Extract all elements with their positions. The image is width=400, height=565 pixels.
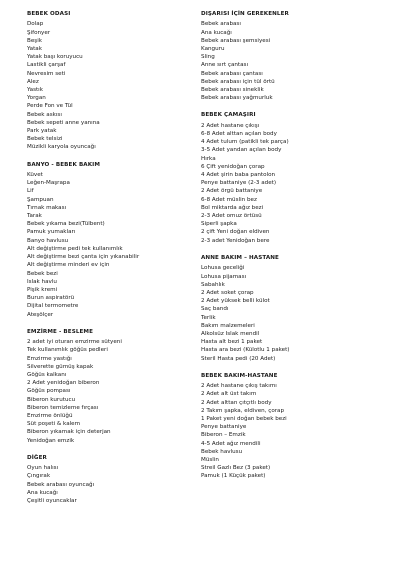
list-item: 4 Adet şirin baba pantolon: [201, 172, 276, 179]
list-item: 2 Adet alt üst takım: [201, 391, 257, 398]
list-item: Yatak: [27, 46, 42, 53]
section-disarisi-icin-gerekenler: [201, 10, 381, 102]
list-item: Bebek yıkama bezi(Tülbent): [27, 221, 105, 228]
list-item: Bakım malzemeleri: [201, 322, 255, 329]
list-item: Sabahlık: [201, 281, 225, 288]
section-title: BEBEK BAKIM-HASTANE: [201, 372, 278, 379]
list-item: Penye battaniye: [201, 424, 247, 431]
section-title: BEBEK ÇAMAŞIRI: [201, 112, 256, 119]
list-item: Terlik: [201, 314, 216, 321]
list-item: Ana kucağı: [27, 489, 58, 496]
list-item: 6-8 Adet alttan açılan body: [201, 131, 277, 138]
list-item: 2 Adet hastane çıkış takımı: [201, 383, 277, 390]
list-item: 2 Adet örgü battaniye: [201, 188, 263, 195]
section-title: EMZİRME - BESLEME: [27, 328, 94, 335]
list-item: Hasta ara bezi (Külotlu 1 paket): [201, 347, 290, 354]
list-item: Alez: [27, 78, 39, 85]
list-item: Park yatak: [27, 128, 57, 135]
right-column: [201, 10, 381, 490]
item-list: [201, 264, 381, 362]
section-title: ANNE BAKIM – HASTANE: [201, 254, 279, 261]
list-item: Yatak başı koruyucu: [27, 54, 83, 61]
list-item: Bebek askısı: [27, 111, 62, 118]
list-item: Küvet: [27, 172, 43, 179]
list-item: Bebek arabası için tül örtü: [201, 78, 275, 85]
list-item: Şifonyer: [27, 29, 51, 36]
list-item: Tek kullanımlık göğüs pedleri: [27, 347, 108, 354]
list-item: Bebek telsizi: [27, 136, 63, 143]
list-item: Alt değiştirme bezi çanta için yıkanabilir: [27, 254, 140, 261]
list-item: Biberon kurutucu: [27, 396, 76, 403]
list-item: Bol miktarda ağız bezi: [201, 204, 264, 211]
list-item: Şampuan: [27, 196, 54, 203]
list-item: Burun aspiratörü: [27, 295, 75, 302]
list-item: Göğüs kalkanı: [27, 371, 67, 378]
item-list: [27, 338, 207, 445]
list-item: Alkolsüz Islak mendil: [201, 330, 260, 337]
list-item: Bebek arabası yağmurluk: [201, 95, 273, 102]
list-item: Bebek arabası şemsiyesi: [201, 37, 271, 44]
list-item: 1 Paket yeni doğan bebek bezi: [201, 415, 287, 422]
list-item: Beşik: [27, 37, 42, 44]
list-item: Leğen-Maşrapa: [27, 180, 70, 187]
list-item: Hasta alt bezi 1 paket: [201, 339, 263, 346]
list-item: 2 adet iyi oturan emzirme sütyeni: [27, 339, 122, 346]
list-item: 4-5 Adet ağız mendili: [201, 440, 261, 447]
list-item: Bebek sepeti anne yanına: [27, 119, 100, 126]
list-item: 6-8 Adet müslin bez: [201, 196, 257, 203]
item-list: [201, 382, 381, 480]
list-item: Yastık: [27, 87, 43, 94]
list-item: Göğüs pompası: [27, 388, 71, 395]
list-item: Dijital termometre: [27, 303, 79, 310]
list-item: Lohusa geceliği: [201, 265, 245, 272]
section-banyo-bebek-bakim: [27, 161, 207, 319]
list-item: Banyo havlusu: [27, 237, 69, 244]
item-list: [27, 464, 207, 505]
list-item: Bebek arabası: [201, 21, 241, 28]
list-item: Emzirme önlüğü: [27, 412, 73, 419]
list-item: Perde Fon ve Tül: [27, 103, 73, 110]
list-item: Oyun halısı: [27, 465, 59, 472]
list-item: Pamuk (1 Küçük paket): [201, 473, 266, 480]
section-anne-bakim-hastane: [201, 254, 381, 363]
list-item: 2 Adet yüksek belli külot: [201, 298, 270, 305]
list-item: Pamuk yumakları: [27, 229, 76, 236]
left-column: [27, 10, 207, 514]
item-list: [27, 20, 207, 151]
list-item: Müzikli karyola oyuncağı: [27, 144, 96, 151]
section-bebek-bakim-hastane: [201, 372, 381, 481]
list-item: Anne sırt çantası: [201, 62, 249, 69]
section-emzirme-besleme: [27, 328, 207, 445]
list-item: Hırka: [201, 155, 216, 162]
list-item: Siperli şapka: [201, 221, 237, 228]
list-item: Bebek arabası sineklik: [201, 87, 264, 94]
list-item: Lif: [27, 188, 34, 195]
list-item: 6 Çift yenidoğan çorap: [201, 163, 265, 170]
list-item: Bebek arabası oyuncağı: [27, 481, 95, 488]
list-item: Biberon yıkamak için deterjan: [27, 429, 111, 436]
list-item: Penye battaniye (2-3 adet): [201, 180, 277, 187]
list-item: Biberon – Emzik: [201, 432, 246, 439]
list-item: 2 Takım şapka, eldiven, çorap: [201, 407, 285, 414]
list-item: Bebek havlusu: [201, 448, 243, 455]
list-item: Tırnak makası: [27, 204, 67, 211]
list-item: Ateşölçer: [27, 311, 54, 318]
section-title: DIŞARISI İÇİN GEREKENLER: [201, 11, 289, 17]
item-list: [201, 122, 381, 245]
list-item: Steril Hasta pedi (20 Adet): [201, 355, 276, 362]
list-item: Silverette gümüş kapak: [27, 363, 94, 370]
list-item: 4 Adet tulum (patikli tek parça): [201, 139, 289, 146]
list-item: 2 Adet alttan çıtçıtlı body: [201, 399, 272, 406]
list-item: Lohusa pijaması: [201, 273, 247, 280]
list-item: Tarak: [27, 213, 42, 220]
item-list: [201, 20, 381, 102]
list-item: Ana kucağı: [201, 29, 232, 36]
list-item: Emzirme yastığı: [27, 355, 72, 362]
list-item: Bebek bezi: [27, 270, 58, 277]
list-item: Kanguru: [201, 46, 225, 53]
list-item: 3-5 Adet yandan açılan body: [201, 147, 282, 154]
list-item: Dolap: [27, 21, 44, 28]
list-item: Sling: [201, 54, 215, 61]
section-bebek-camasiri: [201, 111, 381, 244]
list-item: 2 çift Yeni doğan eldiven: [201, 229, 270, 236]
section-bebek-odasi: [27, 10, 207, 152]
list-item: Biberon temizleme fırçası: [27, 404, 99, 411]
list-item: Süt poşeti & kalem: [27, 421, 81, 428]
list-item: Nevresim seti: [27, 70, 66, 77]
list-item: Islak havlu: [27, 278, 57, 285]
list-item: 2 Adet hastane çıkışı: [201, 122, 260, 129]
list-item: Streil Gazlı Bez (3 paket): [201, 465, 271, 472]
list-item: Müslin: [201, 456, 219, 463]
list-item: Yenidoğan emzik: [27, 437, 75, 444]
section-diger: [27, 454, 207, 505]
list-item: Alt değiştirme minderi ev için: [27, 262, 110, 269]
list-item: Saç bandı: [201, 306, 229, 313]
section-title: BEBEK ODASI: [27, 11, 71, 17]
list-item: Alt değiştirme pedi tek kullanımlık: [27, 245, 123, 252]
list-item: 2-3 adet Yenidoğan bere: [201, 237, 270, 244]
list-item: Bebek arabası çantası: [201, 70, 263, 77]
list-item: Çeşitli oyuncaklar: [27, 497, 77, 504]
list-item: Yorgan: [27, 95, 46, 102]
list-item: 2 Adet yenidoğan biberon: [27, 380, 100, 387]
list-item: 2 Adet soket çorap: [201, 289, 254, 296]
list-item: Çıngırak: [27, 473, 51, 480]
list-item: Pişik kremi: [27, 286, 58, 293]
section-title: BANYO - BEBEK BAKIM: [27, 161, 101, 168]
item-list: [27, 171, 207, 319]
list-item: 2-3 Adet omuz örtüsü: [201, 213, 262, 220]
section-title: DİĞER: [27, 454, 47, 461]
list-item: Lastikli çarşaf: [27, 62, 66, 69]
